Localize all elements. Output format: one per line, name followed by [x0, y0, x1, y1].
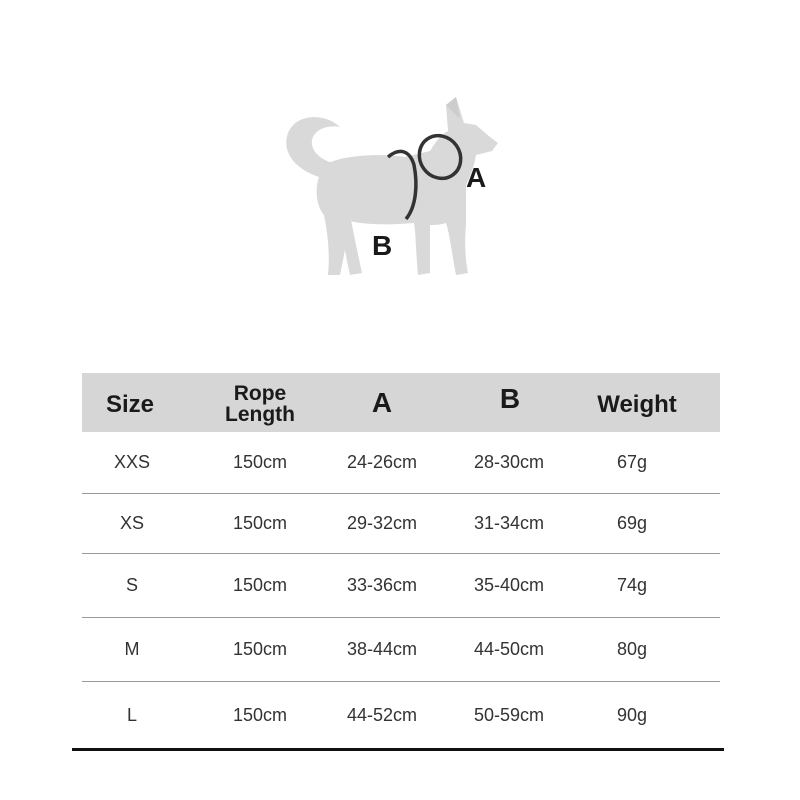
cell-weight: 69g — [616, 513, 648, 533]
cell-b: 50-59cm — [473, 704, 545, 725]
cell-rope-length: 150cm — [232, 575, 288, 595]
dog-measurement-diagram — [270, 85, 520, 295]
cell-size: XS — [119, 513, 144, 533]
label-a: A — [466, 162, 487, 193]
cell-a: 44-52cm — [346, 704, 418, 725]
cell-size: XXS — [113, 452, 151, 472]
cell-a: 38-44cm — [346, 639, 418, 659]
header-weight: Weight — [597, 390, 677, 418]
cell-b: 28-30cm — [473, 452, 545, 472]
label-b: B — [372, 230, 393, 261]
table-row — [82, 432, 720, 494]
cell-b: 31-34cm — [473, 513, 545, 533]
cell-a: 33-36cm — [346, 575, 418, 595]
table-row — [82, 682, 720, 748]
cell-size: M — [124, 639, 140, 659]
cell-rope-length: 150cm — [232, 639, 288, 659]
cell-a: 24-26cm — [346, 452, 418, 472]
cell-rope-length: 150cm — [232, 704, 288, 725]
table-row — [82, 554, 720, 618]
cell-size: S — [125, 575, 138, 595]
cell-a: 29-32cm — [346, 513, 418, 533]
cell-b: 35-40cm — [473, 575, 545, 595]
size-chart-table — [82, 373, 720, 748]
header-b: B — [499, 382, 521, 414]
header-rope-length: Rope Length — [225, 381, 295, 426]
header-a: A — [371, 386, 393, 418]
dog-silhouette-icon — [270, 85, 520, 295]
cell-rope-length: 150cm — [232, 452, 288, 472]
cell-b: 44-50cm — [473, 639, 545, 659]
table-row — [82, 494, 720, 554]
cell-rope-length: 150cm — [232, 513, 288, 533]
header-size: Size — [105, 390, 155, 418]
cell-weight: 74g — [616, 575, 648, 595]
table-header — [82, 373, 720, 432]
cell-weight: 80g — [616, 639, 648, 659]
bottom-divider — [72, 748, 724, 751]
table-row — [82, 618, 720, 682]
cell-size: L — [126, 704, 137, 725]
cell-weight: 90g — [616, 704, 648, 725]
cell-weight: 67g — [616, 452, 648, 472]
